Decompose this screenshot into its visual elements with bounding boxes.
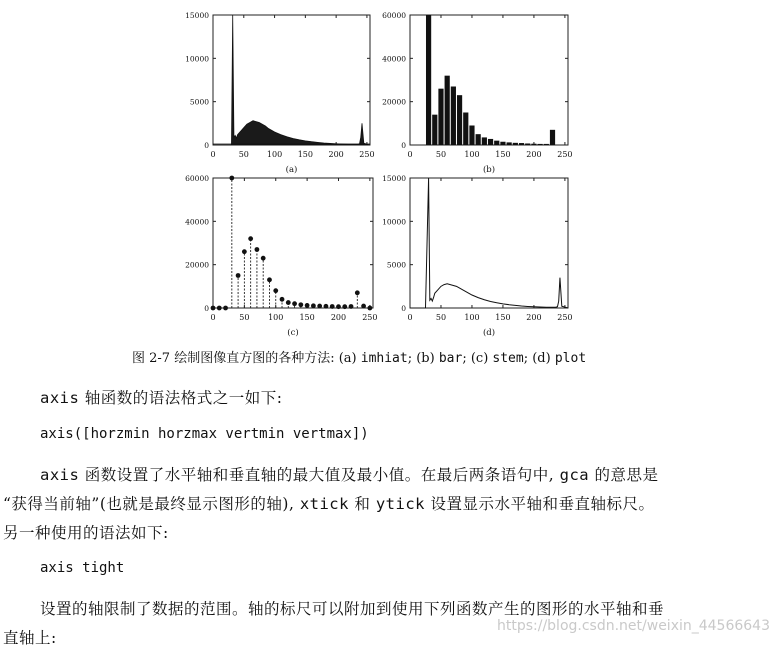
panel-3-stem-point [286, 300, 291, 305]
panel-1-x-tick-label: 250 [359, 150, 375, 159]
panel-2-bar [507, 142, 512, 145]
code-axis-limits: axis([horzmin horzmax vertmin vertmax]) [40, 426, 369, 442]
inline-code-xtick: xtick [299, 495, 349, 513]
panel-2-bar [469, 126, 474, 146]
inline-code-axis: axis [40, 389, 80, 407]
panel-3-stem-point [298, 302, 303, 307]
panel-2-x-tick-label: 0 [407, 150, 413, 159]
paragraph-axis-description-line1 [40, 463, 659, 485]
panel-1-y-tick-label: 15000 [185, 11, 209, 20]
panel-3-stem-point [324, 304, 329, 309]
panel-2-bar [438, 89, 443, 145]
panel-4-label: (d) [482, 328, 496, 338]
panel-2-bar [525, 143, 530, 145]
panel-3-stem-point [367, 306, 372, 311]
panel-3-x-tick-label: 250 [362, 313, 378, 322]
paragraph-axis-limits-line2: 直轴上: [3, 629, 57, 647]
caption-prefix: 图 2-7 绘制图像直方图的各种方法: (a) [132, 351, 361, 366]
panel-2-x-tick-label: 200 [526, 150, 542, 159]
panel-3-stem-point [305, 303, 310, 308]
panel-2-bar [500, 142, 505, 145]
panel-3-stem-point [280, 297, 285, 302]
inline-code-gca: gca [559, 466, 590, 484]
panel-2-bar [538, 144, 543, 145]
panel-1-x-tick-label: 50 [238, 150, 249, 159]
panel-3-stem-point [255, 247, 260, 252]
panel-2-bar [531, 144, 536, 145]
panel-2-bar [445, 76, 450, 145]
panel-3-x-tick-label: 0 [210, 313, 216, 322]
panel-4-plot-frame [410, 178, 568, 308]
panel-4-x-tick-label: 50 [435, 313, 447, 322]
panel-1-x-tick-label: 150 [297, 150, 313, 159]
watermark: https://blog.csdn.net/weixin_44566643 [496, 618, 770, 634]
panel-2-bar [457, 95, 462, 145]
panel-3-stem-point [267, 277, 272, 282]
panel-2-x-tick-label: 150 [495, 150, 511, 159]
panel-3-stem-point [292, 301, 297, 306]
panel-2-bar [488, 139, 493, 145]
figure-caption [132, 347, 586, 366]
panel-2-bar [432, 115, 437, 145]
caption-sep-d: ; (d) [523, 351, 555, 366]
panel-2-y-tick-label: 40000 [382, 54, 406, 64]
panel-4-y-tick-label: 0 [401, 304, 406, 313]
panel-1-x-tick-label: 100 [266, 150, 283, 159]
panel-4-x-tick-label: 100 [464, 313, 480, 322]
panel-4-x-tick-label: 200 [526, 313, 542, 322]
panel-2-bar [519, 143, 524, 145]
panel-2-x-tick-label: 100 [464, 150, 480, 159]
panel-3-x-tick-label: 200 [330, 313, 347, 322]
code-axis-tight: axis tight [40, 560, 125, 576]
panel-3-stem-point [229, 176, 234, 181]
caption-code-stem: stem [492, 351, 524, 366]
panel-1-x-tick-label: 0 [210, 150, 216, 159]
paragraph-text: 的意思是 [589, 466, 659, 484]
panel-2-label: (b) [482, 165, 496, 175]
panel-2-y-tick-label: 20000 [382, 97, 406, 107]
panel-3-stem-point [217, 306, 222, 311]
panel-3-stem-point [236, 273, 241, 278]
panel-3-y-tick-label: 20000 [185, 260, 209, 270]
paragraph-text: 轴函数的语法格式之一如下: [79, 389, 283, 407]
panel-2-y-tick-label: 0 [401, 141, 406, 150]
inline-code-axis: axis [40, 466, 80, 484]
panel-2-y-tick-label: 60000 [382, 11, 406, 20]
inline-code-ytick: ytick [375, 495, 426, 513]
panel-3-stem-point [317, 304, 322, 309]
panel-4-x-tick-label: 250 [557, 313, 573, 322]
panel-2-bar [476, 134, 481, 145]
panel-4-y-tick-label: 15000 [382, 174, 406, 183]
panel-3-stem-point [273, 288, 278, 293]
caption-sep-c: ; (c) [462, 351, 493, 366]
panel-3-x-tick-label: 150 [299, 313, 315, 322]
panel-2-bar [544, 144, 549, 145]
panel-3-stem-point [242, 249, 247, 254]
panel-2-bar [463, 113, 468, 146]
panel-3-x-tick-label: 50 [239, 313, 250, 322]
panel-3-plot-frame [213, 178, 373, 308]
panel-3-stem-point [211, 306, 216, 311]
paragraph-text: 函数设置了水平轴和垂直轴的最大值及最小值。在最后两条语句中, [79, 466, 560, 484]
panel-4-y-tick-label: 5000 [386, 260, 406, 270]
panel-1-label: (a) [285, 165, 298, 175]
panel-1-y-tick-label: 10000 [185, 54, 209, 64]
panel-4-histogram-line [410, 178, 568, 308]
panel-1-plot-frame [213, 15, 370, 145]
caption-sep-b: ; (b) [407, 351, 439, 366]
panel-2-bar [426, 15, 431, 145]
caption-code-bar: bar [438, 351, 463, 366]
panel-3-y-tick-label: 60000 [185, 174, 209, 183]
panel-4-x-tick-label: 0 [407, 313, 413, 322]
paragraph-axis-description-line2 [3, 492, 654, 514]
panel-3-label: (c) [287, 328, 299, 338]
panel-2-bar [550, 130, 555, 145]
paragraph-alternative-syntax: 另一种使用的语法如下: [3, 524, 169, 542]
caption-code-plot: plot [554, 351, 587, 366]
panel-3-stem-point [355, 290, 360, 295]
paragraph-text: “获得当前轴”(也就是最终显示图形的轴), [3, 495, 300, 513]
panel-3-stem-point [342, 304, 347, 309]
panel-3-stem-point [361, 304, 366, 309]
panel-4-x-tick-label: 150 [495, 313, 511, 322]
paragraph-text: 和 [348, 495, 376, 513]
panel-2-bar [494, 141, 499, 145]
panel-1-histogram-area [213, 15, 370, 145]
panel-2-bar [451, 87, 456, 146]
panel-4-y-tick-label: 10000 [382, 217, 406, 227]
panel-3-y-tick-label: 0 [204, 304, 209, 313]
panel-3-x-tick-label: 100 [268, 313, 284, 322]
panel-3-stem-point [261, 256, 266, 261]
paragraph-text: 设置显示水平轴和垂直轴标尺。 [425, 495, 655, 513]
panel-3-stem-point [311, 303, 316, 308]
panel-2-x-tick-label: 50 [435, 150, 447, 159]
panel-2-bar [513, 143, 518, 145]
panel-3-stem-point [349, 304, 354, 309]
panel-3-y-tick-label: 40000 [185, 217, 209, 227]
panel-3-stem-point [248, 236, 253, 241]
panel-2-bar [482, 137, 487, 145]
panel-3-stem-point [330, 304, 335, 309]
panel-2-x-tick-label: 250 [557, 150, 573, 159]
panel-1-y-tick-label: 0 [204, 141, 209, 150]
paragraph-axis-limits-line1: 设置的轴限制了数据的范围。轴的标尺可以附加到使用下列函数产生的图形的水平轴和垂 [40, 600, 665, 618]
panel-1-y-tick-label: 5000 [189, 97, 209, 107]
panel-3-stem-point [223, 306, 228, 311]
panel-1-x-tick-label: 200 [328, 150, 344, 159]
caption-code-imhiat: imhiat [360, 351, 408, 366]
panel-3-stem-point [336, 304, 341, 309]
paragraph-axis-syntax-intro [40, 386, 282, 408]
